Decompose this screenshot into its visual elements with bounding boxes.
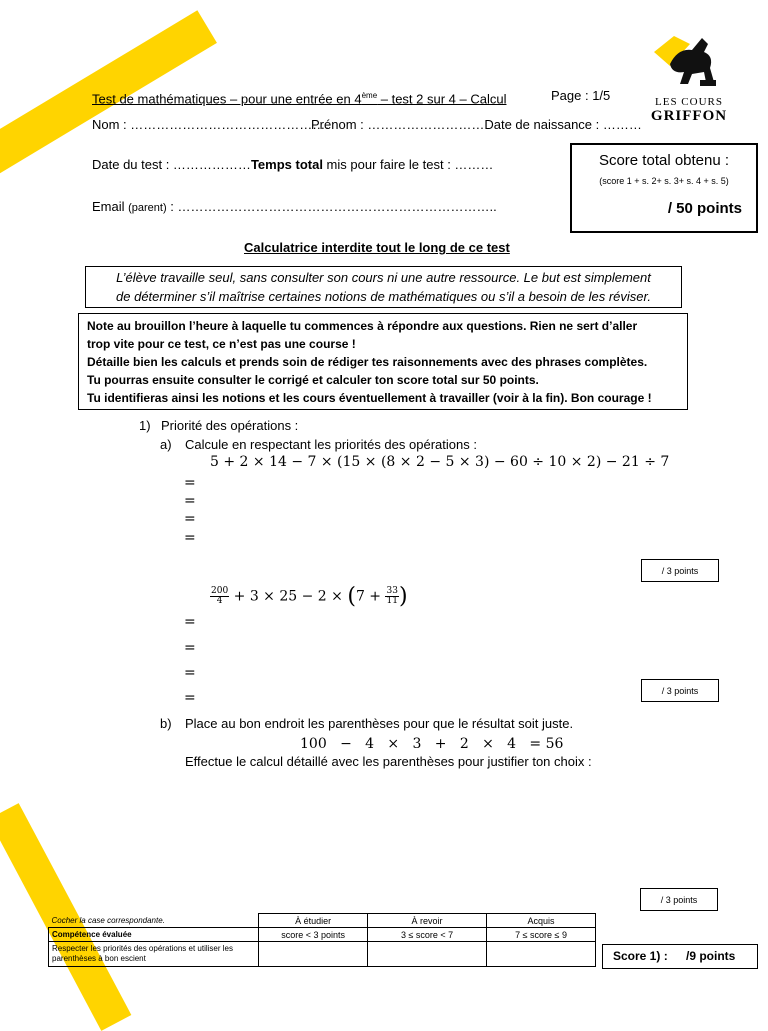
q1b-label: b) [160,716,172,731]
checkbox-revoir[interactable] [368,942,487,967]
row-label: Compétence évaluée [49,928,259,942]
intro-line2: de déterminer s’il maîtrise certaines notions de mathématiques ou s’il a besoin de les réviser. [116,289,651,304]
fraction-33-11 [385,587,398,606]
expr2-seven: 7 + [355,588,386,605]
instruction-line-4: Tu pourras ensuite consulter le corrigé et calculer ton score total sur 50 points. [87,373,539,387]
intro-box [85,266,682,308]
points-box-1: / 3 points [641,559,719,582]
email-field[interactable] [92,199,497,216]
equals-line-2: = [184,493,196,509]
logo-text-line2: GRIFFON [650,108,728,124]
cell-score-acquis: 7 ≤ score ≤ 9 [487,928,596,942]
nom-field[interactable]: Nom : ………………………………………. [92,117,329,132]
q1b-instruction: Effectue le calcul détaillé avec les parenthèses pour justifier ton choix : [185,754,592,769]
expr2-mid: + 3 × 25 − 2 × [229,588,348,605]
prenom-field[interactable]: Prénom : ………………………Date de naissance : ……… [311,117,642,132]
griffon-logo [648,30,730,122]
page-number: Page : 1/5 [551,88,611,103]
expression-3: 100 − 4 × 3 + 2 × 4 = 56 [300,736,564,752]
equals-line-7: = [184,665,196,681]
test-title [92,88,506,107]
skill-description: Respecter les priorités des opérations et utiliser les parenthèses à bon escient [49,942,259,967]
email-parent-label: (parent) [128,202,167,214]
frac2-den: 11 [386,596,398,606]
date-test-label: Date du test : ……………… [92,157,251,172]
title-sup: ème [361,91,378,100]
date-test-field[interactable] [92,157,493,173]
q1b-text: Place au bon endroit les parenthèses pour que le résultat soit juste. [185,716,574,731]
q1-number: 1) [139,418,151,433]
score-box-title: Score total obtenu : [598,152,730,169]
table-row [49,928,596,942]
q1-title: Priorité des opérations : [161,418,299,433]
cell-score-revoir: 3 ≤ score < 7 [368,928,487,942]
instruction-line-5: Tu identifieras ainsi les notions et les cours éventuellement à travailler (voir à la fin). Bon courage ! [87,391,652,405]
score1-box [602,944,758,969]
table-row [49,942,596,967]
title-post: – test 2 sur 4 – Calcul [377,91,507,107]
frac1-den: 4 [216,596,223,606]
header-acquis: Acquis [487,914,596,928]
q1a-label: a) [160,437,172,452]
instruction-line-3: Détaille bien les calculs et prends soin de rédiger tes raisonnements avec des phrases complètes. [87,355,648,369]
total-score-box [570,143,758,233]
calculator-notice: Calculatrice interdite tout le long de ce test [244,240,510,255]
email-dots: : ……………………………………………………………….. [166,199,497,214]
score1-points: /9 points [686,949,736,963]
score1-label: Score 1) : [613,949,668,963]
competence-table [48,913,596,967]
equals-line-3: = [184,511,196,527]
checkbox-etudier[interactable] [259,942,368,967]
temps-rest-label: mis pour faire le test : ……… [322,157,494,172]
equals-line-1: = [184,475,196,491]
expression-2 [210,584,408,609]
decorative-stripe-top [0,10,217,207]
score-box-points: / 50 points [667,200,742,217]
points-box-2: / 3 points [641,679,719,702]
email-label: Email [92,199,129,214]
temps-total-label: Temps total [250,157,323,172]
header-a-etudier: À étudier [259,914,368,928]
header-a-revoir: À revoir [368,914,487,928]
instructions-box [78,313,688,410]
expr2-paren-close: ) [398,584,408,609]
points-box-3: / 3 points [640,888,718,911]
frac2-num: 33 [386,586,398,596]
instruction-line-1: Note au brouillon l’heure à laquelle tu commences à répondre aux questions. Rien ne sert d’aller [87,319,638,333]
logo-text-line1: LES COURS [655,96,723,108]
expr2-paren-open: ( [347,584,356,609]
table-header-row [49,914,596,928]
checkbox-acquis[interactable] [487,942,596,967]
equals-line-6: = [184,640,196,656]
griffon-icon [648,30,730,92]
equals-line-5: = [184,614,196,630]
table-note: Cocher la case correspondante. [51,915,165,925]
title-pre: Test de mathématiques – pour une entrée en 4 [92,91,362,107]
equals-line-4: = [184,530,196,546]
expression-1: 5 + 2 × 14 − 7 × (15 × (8 × 2 − 5 × 3) − 60 ÷ 10 × 2) − 21 ÷ 7 [210,454,670,470]
score-box-formula: (score 1 + s. 2+ s. 3+ s. 4 + s. 5) [599,176,729,186]
frac1-num: 200 [211,586,229,596]
fraction-200-4 [210,587,229,606]
intro-line1: L’élève travaille seul, sans consulter son cours ni une autre ressource. Le but est simplement [116,270,651,285]
instruction-line-2: trop vite pour ce test, ce n’est pas une course ! [87,337,356,351]
cell-score-etudier: score < 3 points [259,928,368,942]
equals-line-8: = [184,690,196,706]
q1a-text: Calcule en respectant les priorités des opérations : [185,437,477,452]
